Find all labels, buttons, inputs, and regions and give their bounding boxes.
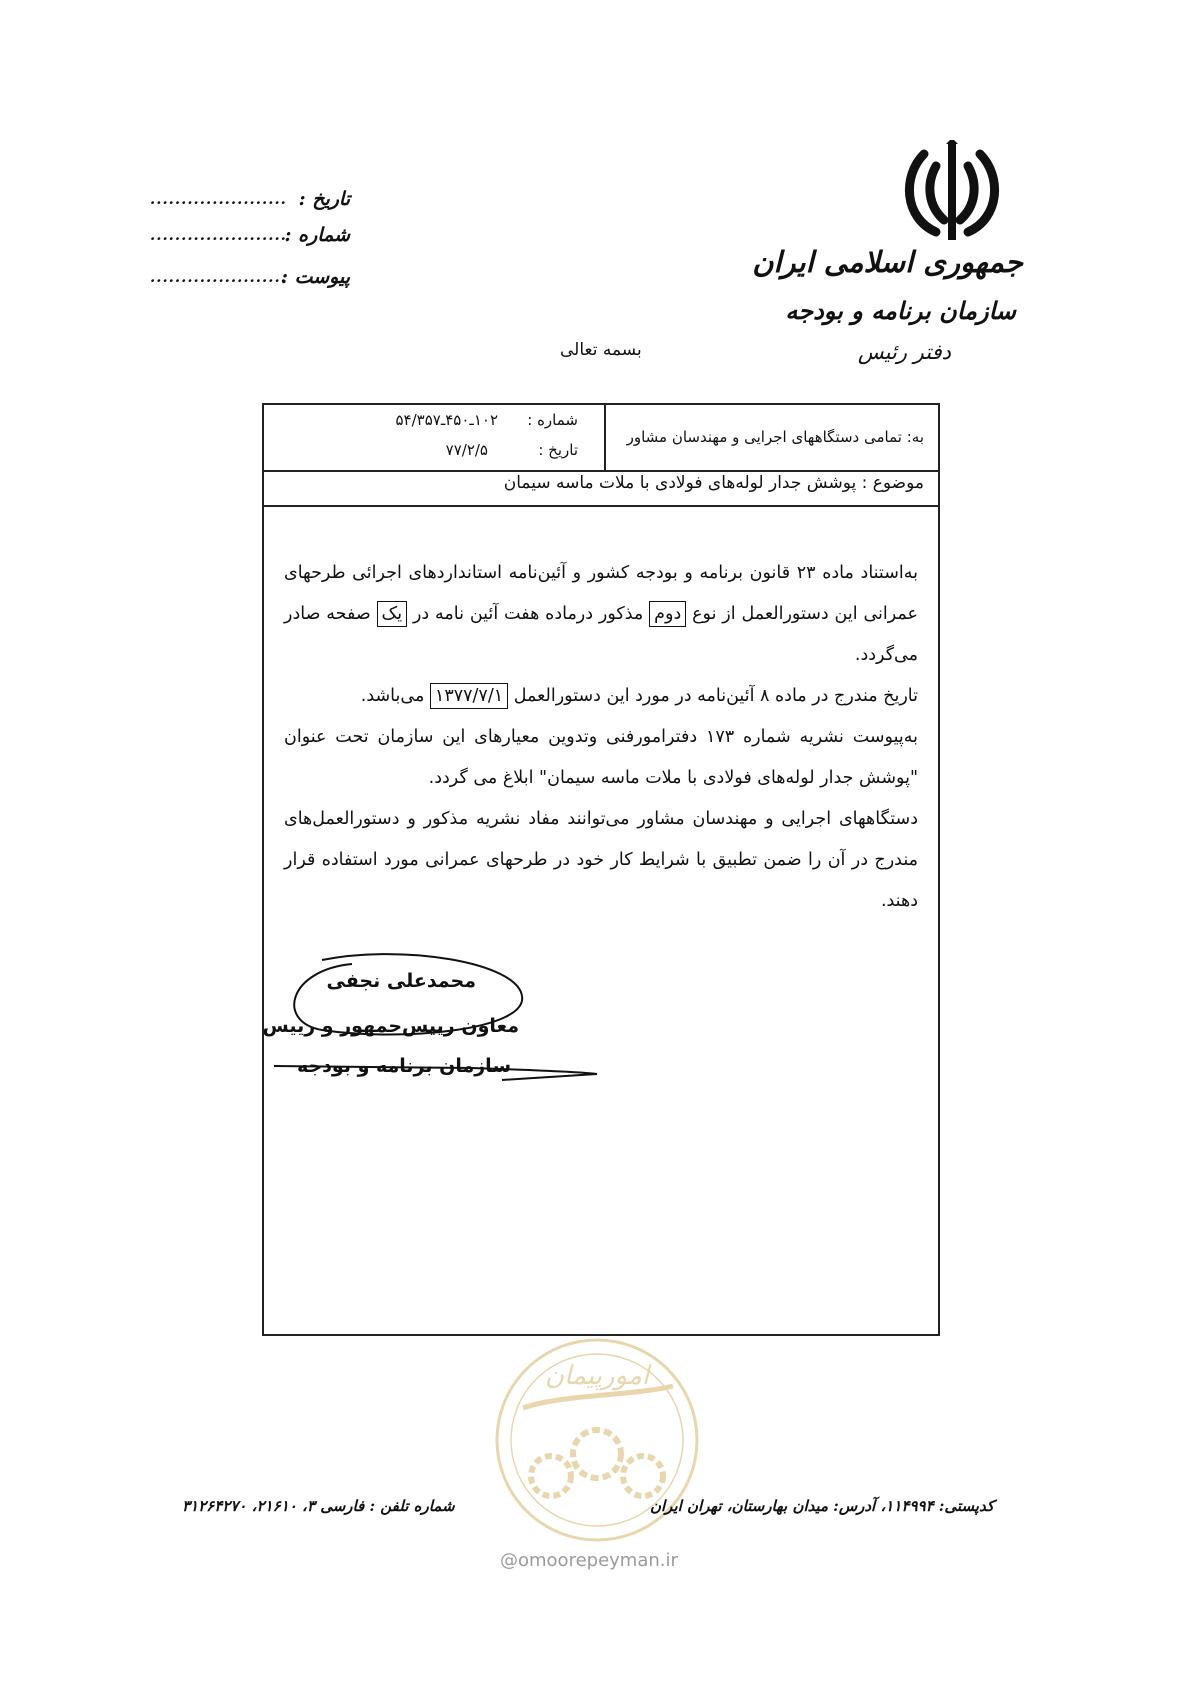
stamp-text: امورپیمان (544, 1361, 650, 1391)
number-label: شماره : (284, 224, 350, 246)
p1-text-c: صفحه صادر می‌گردد. (284, 604, 918, 665)
recipient: به: تمامی دستگاههای اجرایی و مهندسان مشاور (626, 428, 924, 446)
p1-text-a: به‌استناد ماده ۲۳ قانون برنامه و بودجه کشور و آئین‌نامه استانداردهای اجرائی طرحهای عمرانی این دستورالعمل از نوع (284, 563, 918, 624)
p2-text-a: تاریخ مندرج در ماده ۸ آئین‌نامه در مورد این دستورالعمل (513, 686, 918, 706)
letter-number-label: شماره : (527, 411, 578, 429)
column-divider (604, 405, 606, 470)
attachment-line (150, 266, 350, 296)
date-label: تاریخ : (298, 188, 350, 210)
basmala: بسمه تعالی (560, 340, 642, 360)
attachment-dots: ...................... (150, 268, 287, 286)
subject-divider (264, 505, 938, 507)
signatory-name: محمدعلی نجفی (326, 970, 476, 992)
agency-organization: سازمان برنامه و بودجه (785, 296, 1016, 325)
paragraph-4: دستگاههای اجرایی و مهندسان مشاور می‌توانند مفاد نشریه مذکور و دستورالعمل‌های مندرج در آن را ضمن تطبیق با شرایط کار خود در طرحهای عمرانی مورد استفاده قرار دهند. (284, 809, 918, 911)
attachment-label: پیوست : (280, 266, 350, 288)
subject-line: موضوع : پوشش جدار لوله‌های فولادی با ملات ماسه سیمان (503, 473, 924, 493)
watermark-handle: @omoorepeyman.ir (500, 1550, 678, 1571)
letter-date-label: تاریخ : (538, 441, 578, 459)
letter-frame (262, 403, 940, 1336)
paragraph-3: به‌پیوست نشریه شماره ۱۷۳ دفترامورفنی وتدوین معیارهای این سازمان تحت عنوان "پوشش جدار لوله‌های فولادی با ملات ماسه سیمان" ابلاغ می گردد. (284, 727, 918, 788)
header-divider (264, 470, 938, 472)
date-line (150, 188, 350, 218)
p1-text-b: مذکور درماده هفت آئین نامه در (412, 604, 644, 624)
footer-phone: شماره تلفن : فارسی ۳، ۲۱۶۱۰، ۳۱۲۶۴۲۷۰ (182, 1497, 455, 1515)
footer-address: کدپستی: ۱۱۴۹۹۴، آدرس: میدان بهارستان، تهران ایران (650, 1497, 994, 1515)
paragraph-1 (284, 553, 918, 676)
instruction-type-box: دوم (649, 601, 686, 627)
iran-emblem-icon (896, 140, 1008, 250)
effective-date-box: ۱۳۷۷/۷/۱ (430, 683, 508, 709)
letter-date-value: ۷۷/۲/۵ (445, 441, 488, 459)
signatory-title-1: معاون رییس‌جمهور و رییس (262, 1015, 519, 1037)
paragraph-2 (284, 676, 918, 717)
agency-country: جمهوری اسلامی ایران (752, 245, 1023, 279)
agency-office: دفتر رئیس (857, 340, 951, 364)
signatory-title-2: سازمان برنامه و بودجه (296, 1055, 511, 1077)
letter-body (284, 553, 918, 922)
page-count-box: یک (377, 601, 408, 627)
p2-text-b: می‌باشد. (360, 686, 425, 706)
date-dots: ...................... (150, 190, 287, 208)
number-dots: ...................... (150, 226, 287, 244)
number-line (150, 224, 350, 254)
letter-number-value: ۱۰۲ـ۴۵۰ـ۵۴/۳۵۷ (395, 411, 498, 429)
